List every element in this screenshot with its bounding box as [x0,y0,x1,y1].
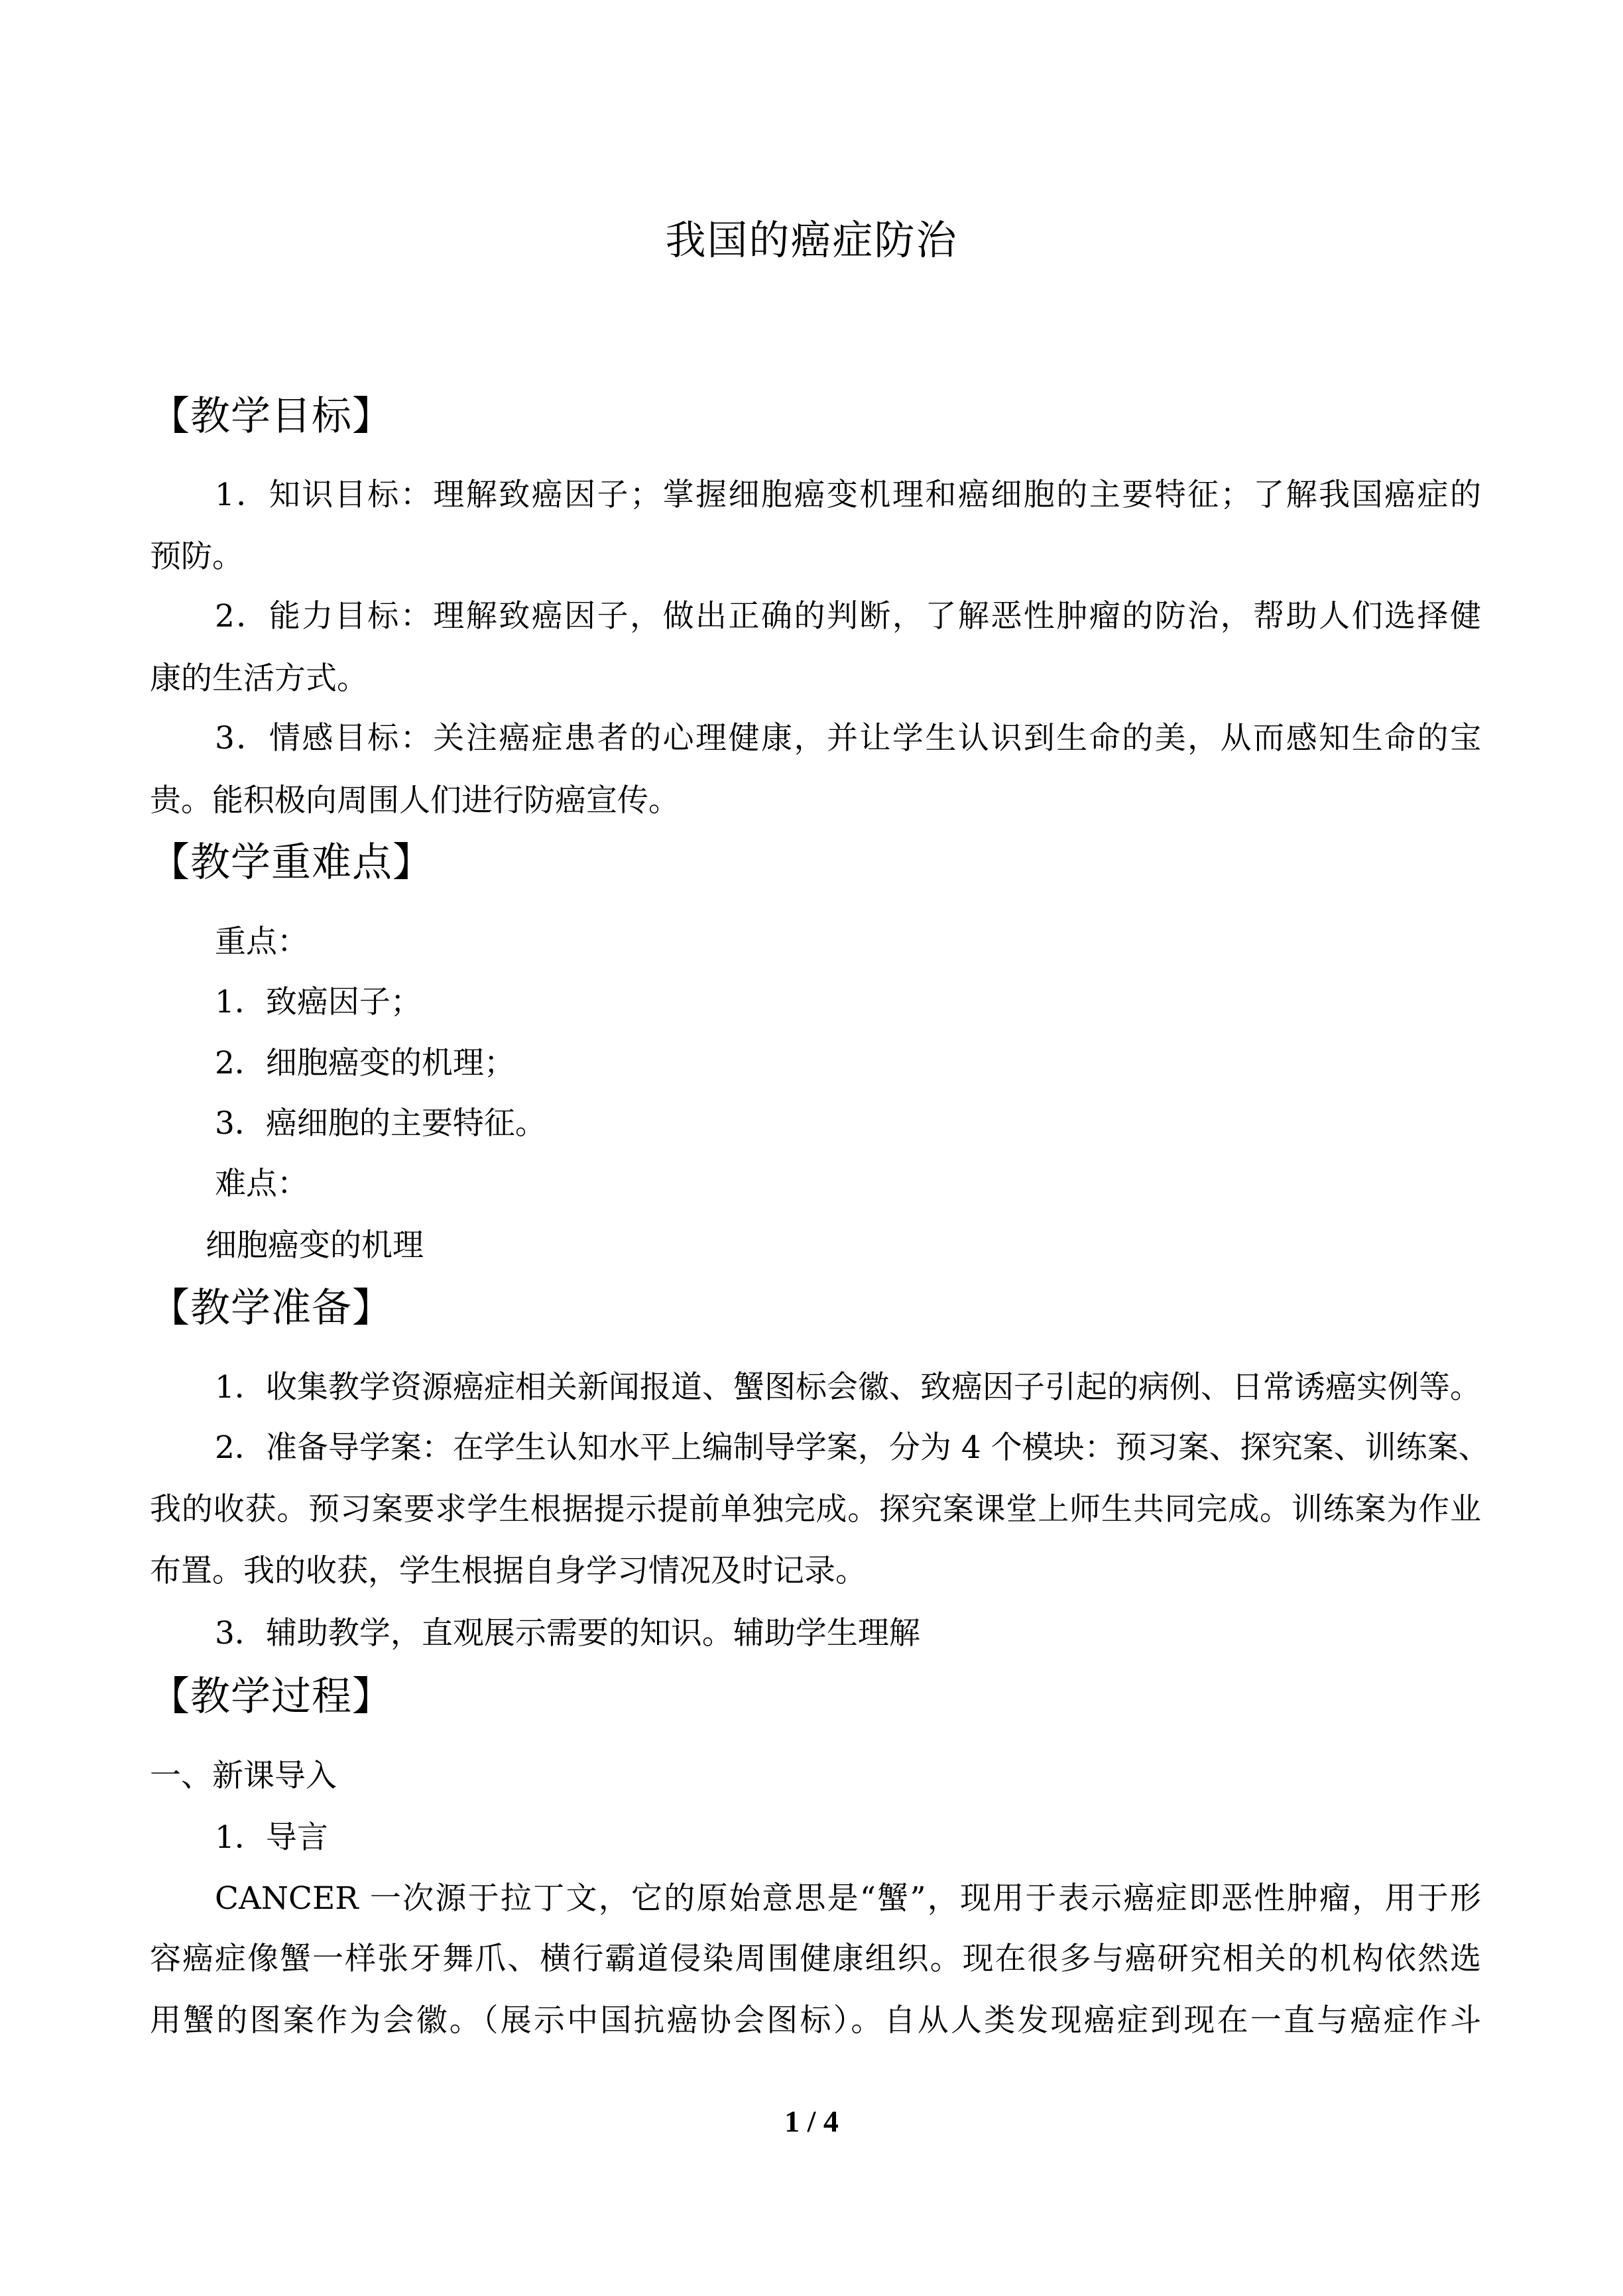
process-intro-line2: 容癌症像蟹一样张牙舞爪、横行霸道侵染周围健康组织。现在很多与癌研究相关的机构依然选 [150,1941,1481,1977]
section-heading-preparation: 【教学准备】 [150,1285,392,1331]
preparation-item1-line1: 1．收集教学资源癌症相关新闻报道、蟹图标会徽、致癌因子引起的病例、日常诱癌实例等。 [215,1369,1481,1406]
key-item: 2．细胞癌变的机理； [215,1045,515,1081]
preparation-item3-line1: 3．辅助教学，直观展示需要的知识。辅助学生理解 [215,1615,920,1652]
preparation-item2-line3: 布置。我的收获，学生根据自身学习情况及时记录。 [150,1553,867,1589]
section-heading-objectives: 【教学目标】 [150,393,392,440]
section-heading-process: 【教学过程】 [150,1673,392,1720]
process-intro-line1: CANCER 一次源于拉丁文，它的原始意思是“蟹”，现用于表示癌症即恶性肿瘤，用于形 [215,1880,1481,1917]
objective-knowledge-line1: 1．知识目标：理解致癌因子；掌握细胞癌变机理和癌细胞的主要特征；了解我国癌症的 [215,477,1481,513]
objective-knowledge-line2: 预防。 [150,538,243,575]
difficulty-label: 难点： [215,1166,308,1202]
difficulty-text: 细胞癌变的机理 [206,1227,424,1264]
objective-ability-line1: 2．能力目标：理解致癌因子，做出正确的判断，了解恶性肿瘤的防治，帮助人们选择健 [215,598,1481,634]
preparation-item2-line2: 我的收获。预习案要求学生根据提示提前单独完成。探究案课堂上师生共同完成。训练案为作业 [150,1491,1481,1528]
page-title: 我国的癌症防治 [665,217,958,264]
objective-emotion-line2: 贵。能积极向周围人们进行防癌宣传。 [150,782,680,819]
key-item: 1．致癌因子； [215,984,422,1020]
key-item: 3．癌细胞的主要特征。 [215,1105,546,1142]
process-intro-line3: 用蟹的图案作为会徽。（展示中国抗癌协会图标）。自从人类发现癌症到现在一直与癌症作斗 [150,2002,1481,2039]
section-heading-key-points: 【教学重难点】 [150,839,433,886]
page-indicator: 1 / 4 [784,2104,839,2138]
objective-emotion-line1: 3．情感目标：关注癌症患者的心理健康，并让学生认识到生命的美，从而感知生命的宝 [215,720,1481,756]
process-subheading: 一、新课导入 [150,1758,337,1794]
key-label: 重点： [215,924,308,960]
process-item-intro: 1．导言 [215,1819,328,1856]
preparation-item2-line1: 2．准备导学案：在学生认知水平上编制导学案，分为 4 个模块：预习案、探究案、训练案、 [215,1429,1490,1466]
objective-ability-line2: 康的生活方式。 [150,660,368,697]
